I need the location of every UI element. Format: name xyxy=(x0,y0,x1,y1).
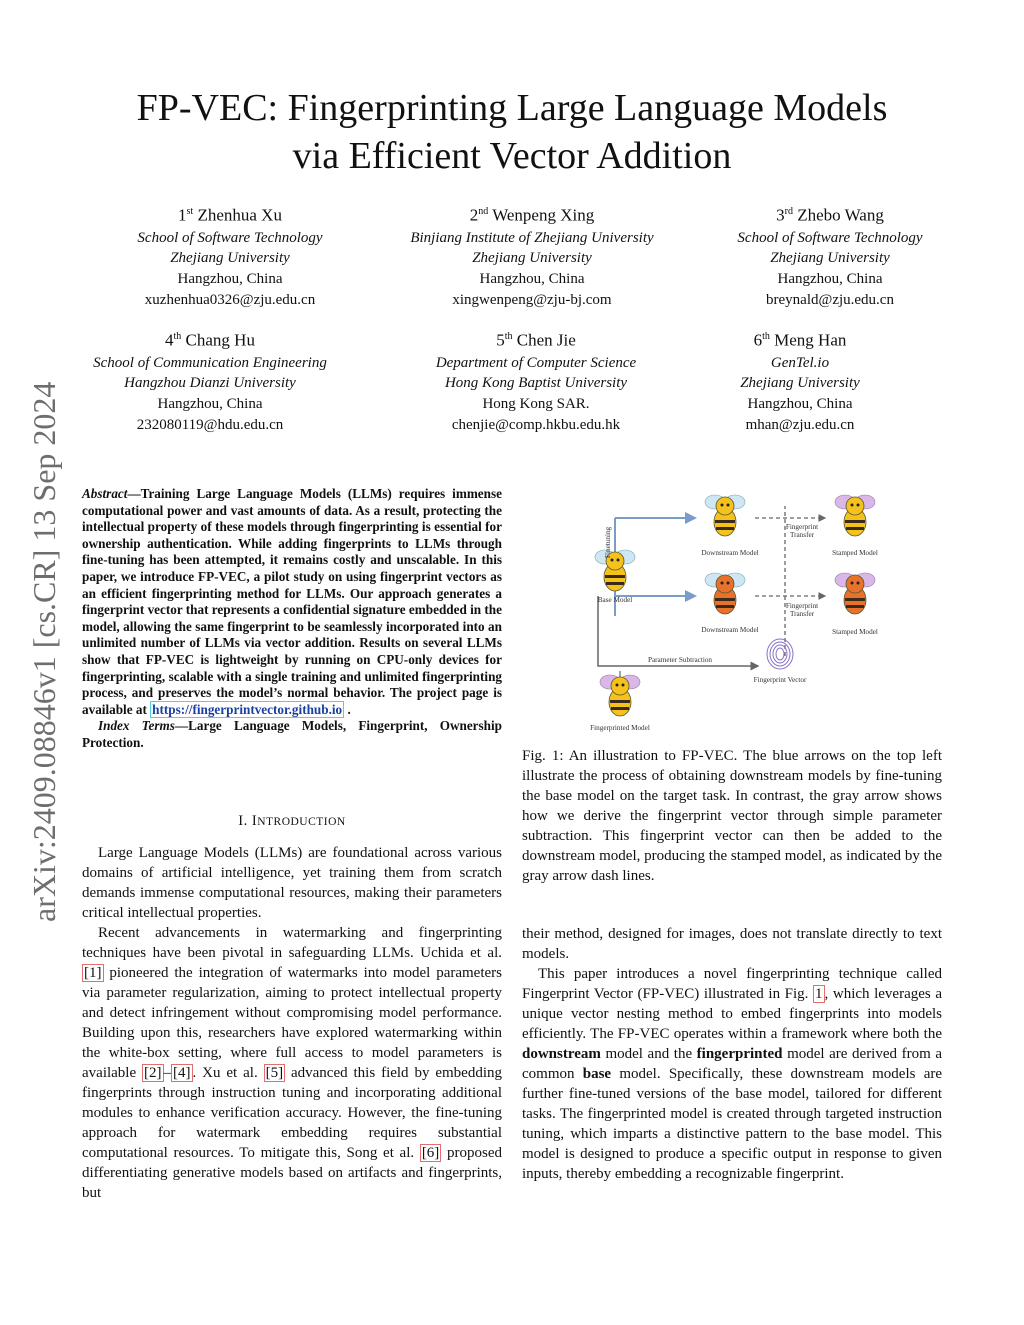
figure-1 xyxy=(580,486,910,736)
author-city: Hangzhou, China xyxy=(157,396,263,413)
title-rest: : Fingerprinting Large Language Models xyxy=(267,87,888,129)
intro-paragraph-2 xyxy=(82,923,502,1203)
body-text: operates within a framework where both the xyxy=(669,1026,943,1042)
body-text: model are derived from a common xyxy=(522,1046,942,1082)
author-name: Zhenhua Xu xyxy=(197,205,282,225)
author-ordinal: 6 xyxy=(753,330,763,350)
abstract-label: Abstract xyxy=(82,486,128,501)
body-text: This paper introduces a novel fingerprinting technique called Fingerprint Vector (FP-V xyxy=(522,966,942,1002)
author-email: 232080119@hdu.edu.cn xyxy=(136,417,284,434)
abstract-small-caps: EC xyxy=(175,651,195,667)
author-department: School of Software Technology xyxy=(137,229,323,246)
label-fingerprinted-model: Fingerprinted Model xyxy=(590,724,650,732)
author-institution: Zhejiang University xyxy=(740,375,860,392)
index-terms-label: Index Terms xyxy=(98,718,175,734)
author-ordinal-suffix: th xyxy=(762,331,770,342)
author-name: Wenpeng Xing xyxy=(492,205,595,225)
downstream-model-bee-icon xyxy=(705,495,745,536)
author-name: Chang Hu xyxy=(185,330,255,350)
arxiv-identifier: arXiv:2409.08846v1 [cs.CR] 13 Sep 2024 xyxy=(26,381,62,923)
label-stamped-2: Stamped Model xyxy=(832,628,878,636)
caption-small-caps: EC xyxy=(714,748,734,764)
citation-range-dash: – xyxy=(163,1065,172,1081)
body-text: model and the xyxy=(600,1046,697,1062)
stamped-model-bee-icon xyxy=(835,495,875,536)
body-small-caps: EC xyxy=(675,986,695,1002)
title-line-2: via Efficient Vector Addition xyxy=(292,135,732,177)
author-ordinal-suffix: rd xyxy=(784,206,793,217)
label-base-model: Base Model xyxy=(597,596,633,604)
author-city: Hangzhou, China xyxy=(747,396,853,413)
author-department: GenTel.io xyxy=(770,354,830,371)
label-parameter-subtraction: Parameter Subtraction xyxy=(647,656,713,664)
author-email: mhan@zju.edu.cn xyxy=(745,417,855,434)
label-transfer-2a: Fingerprint xyxy=(785,602,819,610)
author-email: breynald@zju.edu.cn xyxy=(766,292,894,309)
label-downstream-1: Downstream Model xyxy=(701,549,759,557)
fingerprinted-model-bee-icon xyxy=(600,675,640,716)
figure-diagram xyxy=(580,486,910,736)
bold-term: base xyxy=(582,1066,612,1082)
author-5 xyxy=(386,325,686,436)
figure-reference-link[interactable]: 1 xyxy=(815,986,823,1002)
label-finetuning: Finetuning xyxy=(604,526,612,558)
paper-title xyxy=(82,84,942,180)
section-number: I. xyxy=(238,813,252,829)
abstract-dash: — xyxy=(127,486,141,501)
abstract-dash: — xyxy=(174,718,189,734)
title-small-caps: EC xyxy=(218,87,268,129)
author-department: Department of Computer Science xyxy=(435,354,637,371)
author-department: School of Communication Engineering xyxy=(93,354,327,371)
bold-term: fingerprinted xyxy=(696,1046,783,1062)
author-institution: Zhejiang University xyxy=(770,250,890,267)
author-department: Binjiang Institute of Zhejiang University xyxy=(410,229,654,246)
abstract xyxy=(82,486,502,752)
author-ordinal-suffix: th xyxy=(504,331,513,342)
abstract-text: is lightweight by running on CPU-only devices for fingerprinting, scalable with a single training and unlimited fingerprinting process, and preserves the model’s normal behavior. The project page is available at xyxy=(82,651,502,717)
label-downstream-2: Downstream Model xyxy=(701,626,759,634)
intro-paragraph-1: Large Language Models (LLMs) are foundational across various domains of artificial intelligence, yet training them from scratch demands immense computational resources, making their parameters critical intellectual properties. xyxy=(82,845,502,921)
author-city: Hangzhou, China xyxy=(479,271,585,288)
author-email: xuzhenhua0326@zju.edu.cn xyxy=(144,292,316,309)
citation-link[interactable]: [1] xyxy=(84,965,102,981)
bold-term: downstream xyxy=(522,1046,601,1062)
intro-text: Recent advancements in watermarking and fingerprinting techniques have been pivotal in safeguarding LLMs. Uchida et al. xyxy=(82,925,502,961)
author-institution: Hong Kong Baptist University xyxy=(444,375,628,392)
abstract-text: , a pilot study on using fingerprint vectors as an efficient fingerprinting method for LLMs. Our approach generates a fingerprint vector that represents a confidential signature embedded in the model, allowing the same fingerprint to be seamlessly incorporated into an unlimited number of LLMs via vector addition. Results on several LLMs show that FP-V xyxy=(82,568,503,667)
label-fingerprint-vector: Fingerprint Vector xyxy=(753,676,807,684)
author-6 xyxy=(650,325,950,436)
base-model-bee-icon xyxy=(595,550,635,591)
author-ordinal-suffix: th xyxy=(173,331,182,342)
author-ordinal: 5 xyxy=(496,330,505,350)
introduction-text xyxy=(82,843,502,1203)
right-paragraph-2 xyxy=(522,964,942,1184)
author-name: Chen Jie xyxy=(516,330,576,350)
title-prefix: FP-V xyxy=(136,87,219,129)
author-3 xyxy=(680,200,980,311)
section-heading xyxy=(82,813,502,830)
author-ordinal-suffix: st xyxy=(186,206,194,217)
caption-prefix: Fig. 1: An illustration to FP-V xyxy=(522,748,715,764)
author-ordinal: 3 xyxy=(776,205,785,225)
right-paragraph-1: their method, designed for images, does not translate directly to text models. xyxy=(522,926,942,962)
figure-caption xyxy=(522,746,942,886)
intro-text: proposed differentiating generative models based on artifacts and fingerprints, but xyxy=(82,1145,502,1201)
body-small-caps: EC xyxy=(650,1026,670,1042)
stamped-model-orange-bee-icon xyxy=(835,573,875,614)
citation-link[interactable]: [2] xyxy=(144,1065,162,1081)
author-department: School of Software Technology xyxy=(737,229,923,246)
section-title-rest: NTRODUCTION xyxy=(257,816,346,828)
intro-text: . Xu et al. xyxy=(192,1065,264,1081)
citation-link[interactable]: [5] xyxy=(265,1065,284,1081)
author-institution: Zhejiang University xyxy=(472,250,592,267)
author-ordinal: 2 xyxy=(469,205,479,225)
abstract-text: Training Large Language Models (LLMs) requires immense computational power and vast amounts of data. As a result, protecting the intellectual property of these models through fingerprinting is essential for ownership authentication. While adding fingerprints to LLMs through fine-tuning has been attempted, it remains costly and unscalable. In this paper, we introduce FP-V xyxy=(82,486,502,584)
author-ordinal: 1 xyxy=(178,205,187,225)
author-city: Hangzhou, China xyxy=(177,271,283,288)
author-email: chenjie@comp.hkbu.edu.hk xyxy=(451,417,621,434)
right-column-text xyxy=(522,924,942,1184)
body-text: ) illustrated in Fig. xyxy=(694,986,814,1002)
intro-text: advanced this field by embedding fingerprints through instruction tuning and incorporating additional modules to enhance verification accuracy. However, the fine-tuning approach for watermark embedding requires substantial computational resources. To mitigate this, Song et al. xyxy=(82,1065,502,1161)
author-2 xyxy=(382,200,682,311)
index-terms-text: Large Language Models, Fingerprint, Ownership Protection. xyxy=(82,718,502,750)
abstract-text: . xyxy=(344,701,351,717)
body-text: model. Specifically, these downstream models are further fine-tuned versions of the base model, tailored for different tasks. The fingerprinted model is created through targeted instruction tuning, which imparts a distinctive pattern to the base model. This model is designed to produce a specific output in response to given inputs, thereby embedding a recognizable fingerprint. xyxy=(522,1066,943,1182)
author-institution: Hangzhou Dianzi University xyxy=(124,375,296,392)
abstract-small-caps: EC xyxy=(228,568,247,584)
author-1 xyxy=(80,200,380,311)
author-city: Hong Kong SAR. xyxy=(482,396,590,413)
author-email: xingwenpeng@zju-bj.com xyxy=(452,292,612,309)
label-transfer-1b: Transfer xyxy=(789,531,815,539)
author-city: Hangzhou, China xyxy=(777,271,883,288)
label-transfer-1a: Fingerprint xyxy=(785,523,819,531)
label-transfer-2b: Transfer xyxy=(789,610,815,618)
intro-text: pioneered the integration of watermarks into model parameters via parameter regularization, aiming to protect intellectual property and detect infringement without compromising model performance. Building upon this, researchers have explored watermarking within the white-box setting, where full access to model parameters is available xyxy=(82,965,502,1081)
author-institution: Zhejiang University xyxy=(170,250,290,267)
body-text: , which leverages a unique vector nesting method to embed fingerprints into models efficiently. The FP-V xyxy=(522,986,942,1042)
author-4 xyxy=(60,325,360,436)
author-name: Zhebo Wang xyxy=(797,205,884,225)
citation-link[interactable]: [6] xyxy=(421,1145,440,1161)
author-name: Meng Han xyxy=(774,330,847,350)
downstream-model-orange-bee-icon xyxy=(705,573,745,614)
label-stamped-1: Stamped Model xyxy=(832,549,878,557)
caption-text: . The blue arrows on the top left illustrate the process of obtaining downstream models by fine-tuning the base model on the target task. In contrast, the gray arrow shows how we derive the fingerprint vector through simple parameter subtraction. This fingerprint vector can then be added to the downstream model, producing the stamped model, as indicated by the gray arrow dash lines. xyxy=(522,748,942,884)
author-ordinal: 4 xyxy=(165,330,174,350)
section-first-letter: I xyxy=(251,813,258,829)
author-ordinal-suffix: nd xyxy=(478,206,489,217)
citation-link[interactable]: [4] xyxy=(173,1065,191,1081)
project-page-link[interactable]: https://fingerprintvector.github.io xyxy=(152,701,343,717)
fingerprint-icon xyxy=(767,639,793,669)
